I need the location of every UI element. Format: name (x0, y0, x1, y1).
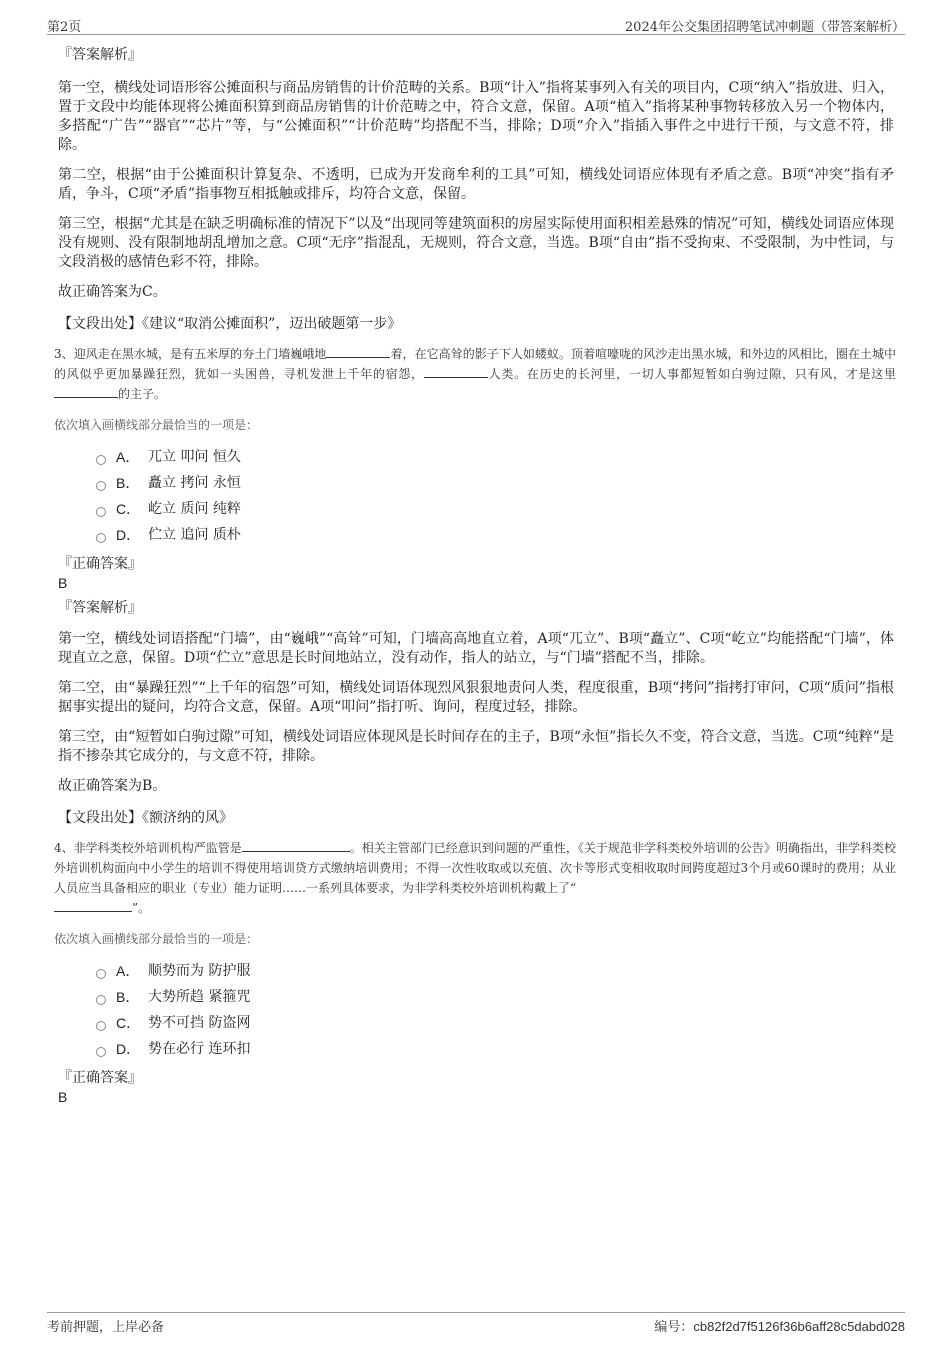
conclusion: 故正确答案为B。 (58, 778, 167, 794)
footer-slogan: 考前押题，上岸必备 (47, 1320, 165, 1335)
conclusion: 故正确答案为C。 (58, 284, 167, 300)
correct-answer: B (58, 1089, 68, 1105)
blank-line (326, 345, 390, 358)
page-header (47, 14, 905, 35)
analysis-paragraph: 第二空，根据“由于公摊面积计算复杂、不透明，已成为开发商牟利的工具”可知，横线处词语应体现有矛盾之意。B项“冲突”指有矛盾，争斗，C项“矛盾”指事物互相抵触或排斥，均符合文意，保留。 (58, 167, 894, 202)
page-content (54, 45, 896, 1112)
question-3-stem: 3、迎风走在黑水城，是有五米厚的夯土门墙巍峨地 着，在它高耸的影子下人如蝼蚁。顶着喧嚎咙的风沙走出黑水城，和外边的风相比，圈在土城中的风似乎更加暴躁狂烈，犹如一头困兽，寻机发泄上千年的宿怨， 人类。在历史的长河里，一切人事都短暂如白驹过隙，只有风，才是这里的主子。 (54, 347, 896, 401)
analysis-paragraph: 第一空，横线处词语形容公摊面积与商品房销售的计价范畴的关系。B项“计入”指将某事列入有关的项目内，C项“纳入”指放进、归入，置于文段中均能体现将公摊面积算到商品房销售的计价范畴之中，符合文意，保留。A项“植入”指将某种事物转移放入另一个物体内，多搭配“广告”“器官”“芯片”等，与“公摊面积”“计价范畴”均搭配不当，排除；D项“介入”指插入事件之中进行干预，与文意不符，排除。 (58, 80, 894, 153)
analysis-label: 『答案解析』 (58, 47, 142, 63)
radio-icon[interactable] (96, 507, 106, 517)
blank-line (424, 365, 488, 378)
option-b[interactable]: B． 矗立 拷问 永恒 (96, 470, 894, 496)
serial-label: 编号： (654, 1319, 694, 1334)
page-number: 第2页 (47, 20, 82, 35)
passage-source: 【文段出处】《额济纳的风》 (58, 810, 233, 826)
question-4-options (96, 958, 894, 1062)
option-b[interactable]: B． 大势所趋 紧箍咒 (96, 984, 894, 1010)
option-a[interactable]: A． 顺势而为 防护服 (96, 958, 894, 984)
document-serial (654, 1316, 905, 1335)
blank-line (242, 839, 350, 852)
option-a[interactable]: A． 兀立 叩问 恒久 (96, 444, 894, 470)
blank-line (54, 899, 132, 912)
question-instruction: 依次填入画横线部分最恰当的一项是： (54, 418, 259, 432)
page-footer (47, 1312, 905, 1333)
blank-line (54, 385, 118, 398)
question-instruction: 依次填入画横线部分最恰当的一项是： (54, 932, 259, 946)
analysis-paragraph: 第三空，根据“尤其是在缺乏明确标准的情况下”以及“出现同等建筑面积的房屋实际使用面积相差悬殊的情况”可知，横线处词语应体现没有规则、没有限制地胡乱增加之意。C项“无序”指混乱，无规则，符合文意，当选。B项“自由”指不受拘束、不受限制，为中性词，与文段消极的感情色彩不符，排除。 (58, 216, 894, 270)
question-3-options (96, 444, 894, 548)
radio-icon[interactable] (96, 1021, 106, 1031)
passage-source: 【文段出处】《建议“取消公摊面积”，迈出破题第一步》 (58, 316, 402, 332)
option-c[interactable]: C． 势不可挡 防盗网 (96, 1010, 894, 1036)
radio-icon[interactable] (96, 455, 106, 465)
option-d[interactable]: D． 势在必行 连环扣 (96, 1036, 894, 1062)
option-c[interactable]: C． 屹立 质问 纯粹 (96, 496, 894, 522)
radio-icon[interactable] (96, 533, 106, 543)
analysis-paragraph: 第一空，横线处词语搭配“门墙”，由“巍峨”“高耸”可知，门墙高高地直立着，A项“兀立”、B项“矗立”、C项“屹立”均能搭配“门墙”，体现直立之意，保留。D项“伫立”意思是长时间地站立，没有动作，指人的站立，与“门墙”搭配不当，排除。 (58, 631, 894, 666)
correct-answer: B (58, 575, 68, 591)
radio-icon[interactable] (96, 1047, 106, 1057)
correct-answer-label: 『正确答案』 (58, 556, 142, 572)
serial-number: cb82f2d7f5126f36b6aff28c5dabd028 (693, 1319, 905, 1334)
question-4-stem: 4、非学科类校外培训机构严监管是 。相关主管部门已经意识到问题的严重性，《关于规范非学科类校外培训的公告》明确指出，非学科类校外培训机构面向中小学生的培训不得使用培训贷方式缴纳培训费用；不得一次性收取或以充值、次卡等形式变相收取时间跨度超过3个月或60课时的费用；从业人员应当具备相应的职业（专业）能力证明……一系列具体要求，为非学科类校外培训机构戴上了“ ”。 (54, 841, 896, 915)
document-title: 2024年公交集团招聘笔试冲刺题（带答案解析） (624, 20, 905, 35)
radio-icon[interactable] (96, 481, 106, 491)
analysis-paragraph: 第三空，由“短暂如白驹过隙”可知，横线处词语应体现风是长时间存在的主子，B项“永恒”指长久不变，符合文意，当选。C项“纯粹”是指不掺杂其它成分的，与文意不符，排除。 (58, 729, 894, 764)
analysis-label: 『答案解析』 (58, 600, 142, 616)
analysis-paragraph: 第二空，由“暴躁狂烈”“上千年的宿怨”可知，横线处词语体现烈风狠狠地责问人类，程度很重，B项“拷问”指拷打审问，C项“质问”指根据事实提出的疑问，均符合文意，保留。A项“叩问”指打听、询问，程度过轻，排除。 (58, 680, 894, 715)
correct-answer-label: 『正确答案』 (58, 1070, 142, 1086)
option-d[interactable]: D． 伫立 追问 质朴 (96, 522, 894, 548)
radio-icon[interactable] (96, 969, 106, 979)
radio-icon[interactable] (96, 995, 106, 1005)
